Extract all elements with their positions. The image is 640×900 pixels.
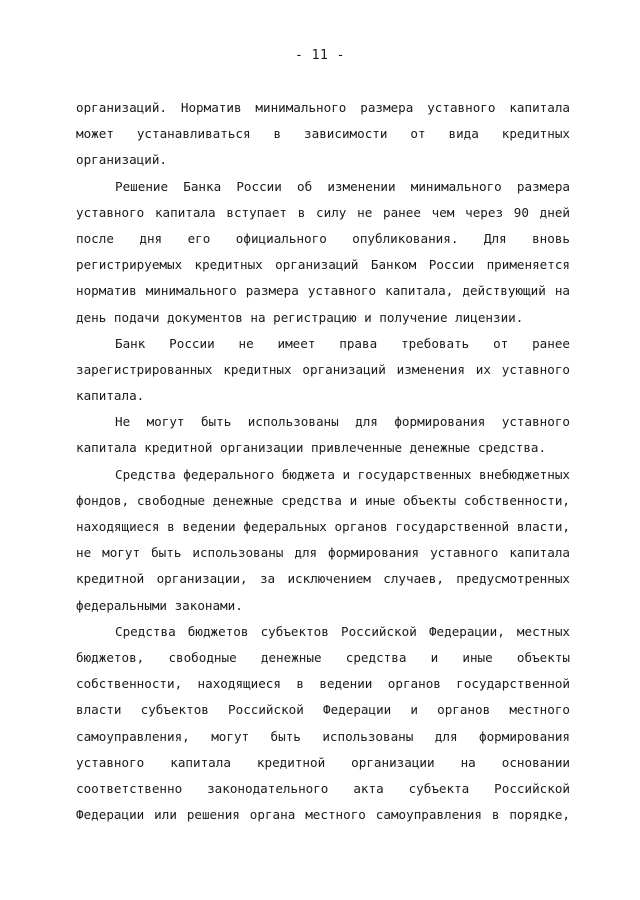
text-line: Средства федерального бюджета и государственных внебюджетных bbox=[115, 466, 570, 482]
text-line: капитала кредитной организации привлеченные денежные средства. bbox=[76, 440, 547, 456]
page-number: - 11 - bbox=[295, 48, 345, 63]
text-line: Банк России не имеет права требовать от ранее bbox=[115, 335, 570, 351]
text-line: организаций. Норматив минимального размера уставного капитала bbox=[76, 100, 570, 115]
text-line: норматив минимального размера уставного капитала, действующий на bbox=[76, 283, 570, 299]
text-line: капитала. bbox=[76, 388, 145, 404]
text-line: Решение Банка России об изменении минимального размера bbox=[115, 178, 570, 194]
text-line: федеральными законами. bbox=[76, 597, 243, 613]
text-line: власти субъектов Российской Федерации и органов местного bbox=[76, 702, 570, 718]
text-line: зарегистрированных кредитных организаций изменения их уставного bbox=[76, 361, 570, 377]
text-line: после дня его официального опубликования. Для вновь bbox=[76, 230, 570, 246]
text-line: соответственно законодательного акта субъекта Российской bbox=[76, 780, 570, 796]
text-line: находящиеся в ведении федеральных органов государственной власти, bbox=[76, 519, 570, 534]
paragraph-3 bbox=[76, 331, 570, 410]
text-line: не могут быть использованы для формирования уставного капитала bbox=[76, 545, 570, 561]
text-line: Не могут быть использованы для формирования уставного bbox=[115, 414, 570, 430]
paragraph-2 bbox=[76, 174, 570, 331]
text-line: собственности, находящиеся в ведении органов государственной bbox=[76, 676, 570, 692]
text-line: может устанавливаться в зависимости от вида кредитных bbox=[76, 126, 570, 142]
text-line: кредитной организации, за исключением случаев, предусмотренных bbox=[76, 571, 570, 587]
text-line: день подачи документов на регистрацию и получение лицензии. bbox=[76, 309, 524, 325]
text-line: Средства бюджетов субъектов Российской Федерации, местных bbox=[115, 623, 570, 639]
text-line: фондов, свободные денежные средства и иные объекты собственности, bbox=[76, 492, 570, 508]
text-line: уставного капитала вступает в силу не ранее чем через 90 дней bbox=[76, 204, 570, 220]
paragraph-1 bbox=[76, 95, 570, 174]
text-line: регистрируемых кредитных организаций Банком России применяется bbox=[76, 257, 570, 273]
text-line: бюджетов, свободные денежные средства и иные объекты bbox=[76, 649, 570, 665]
text-line: уставного капитала кредитной организации на основании bbox=[76, 754, 570, 770]
text-line: Федерации или решения органа местного самоуправления в порядке, bbox=[76, 807, 570, 823]
text-line: организаций. bbox=[76, 152, 167, 168]
text-line: самоуправления, могут быть использованы для формирования bbox=[76, 728, 570, 744]
paragraph-6 bbox=[76, 619, 570, 829]
document-body bbox=[76, 95, 570, 828]
paragraph-5 bbox=[76, 462, 570, 619]
paragraph-4 bbox=[76, 409, 570, 461]
